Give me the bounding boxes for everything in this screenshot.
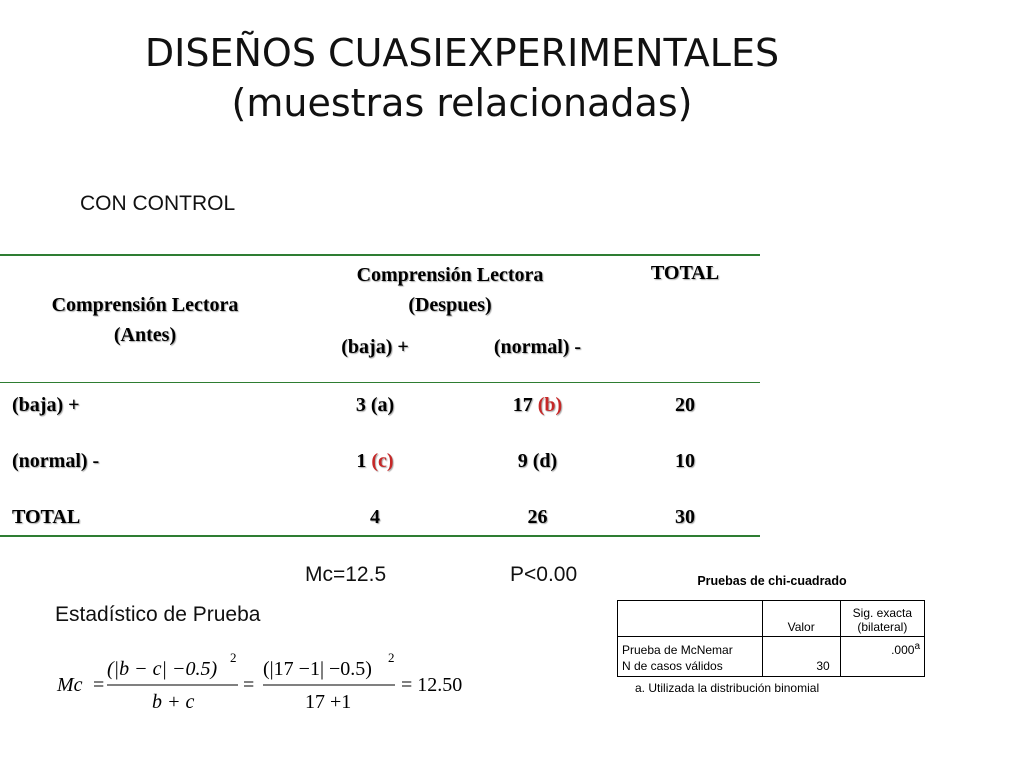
- spss-sig-footnote-mark: a: [914, 641, 920, 652]
- formula-lhs: Mc: [57, 674, 83, 696]
- cell-grand-total: 30: [675, 506, 695, 528]
- spss-footnote: [617, 681, 927, 695]
- formula-numerator-1: (|b − c| −0.5): [107, 658, 218, 680]
- spss-table-title: Pruebas de chi-cuadrado: [697, 574, 847, 588]
- header-antes: Comprensión Lectora (Antes): [51, 294, 239, 346]
- spss-header-sig: [840, 601, 924, 637]
- cell-d: 9 (d): [517, 450, 558, 472]
- table-rule-bottom: [0, 535, 760, 537]
- cell-total-col2: 26: [527, 506, 548, 528]
- title-line-2: (muestras relacionadas): [231, 81, 693, 125]
- spss-header-sig-line2: (bilateral): [857, 620, 908, 634]
- formula-numerator-2: (|17 −1| −0.5): [263, 658, 372, 680]
- spss-header-blank: [618, 601, 763, 637]
- row-label: (baja) +: [12, 394, 80, 416]
- subheader-baja: (baja) +: [341, 336, 409, 358]
- title-line-1: DISEÑOS CUASIEXPERIMENTALES: [144, 31, 780, 75]
- header-despues: [300, 260, 600, 320]
- spss-footnote-letter: a.: [635, 681, 646, 695]
- spss-header-valor: Valor: [762, 601, 840, 637]
- spss-data-rows: [618, 637, 925, 677]
- test-statistic-label: Estadístico de Prueba: [55, 603, 261, 626]
- section-label: CON CONTROL: [80, 192, 236, 215]
- cell-total-col1: 4: [370, 506, 380, 528]
- row-label: (normal) -: [12, 450, 100, 472]
- cell-c: [300, 450, 450, 473]
- spss-row-labels: [618, 637, 763, 677]
- slide-title: [0, 28, 924, 128]
- mcnemar-value: Mc=12.5: [305, 563, 387, 586]
- cell-total: 20: [675, 394, 695, 416]
- cell-c-value: 1: [356, 450, 367, 472]
- spss-row-mcnemar: Prueba de McNemar: [622, 643, 733, 657]
- formula-eq-1: =: [93, 674, 105, 696]
- formula-exponent-1: 2: [230, 650, 237, 665]
- formula-result: = 12.50: [401, 674, 463, 696]
- header-despues-line1: Comprensión Lectora: [356, 264, 544, 286]
- chi-square-output: [617, 574, 927, 695]
- spss-sig-mcnemar: [845, 639, 920, 658]
- formula-eq-2: =: [243, 674, 255, 696]
- table-rule-mid: [0, 382, 760, 383]
- cell-c-tag: (c): [371, 450, 394, 472]
- mcnemar-formula: [55, 650, 485, 720]
- formula-denominator-1: b + c: [152, 691, 195, 713]
- spss-valor-cells: [762, 637, 840, 677]
- cell-b: [460, 394, 615, 417]
- subheader-normal: (normal) -: [493, 336, 582, 358]
- spss-header-row: [618, 601, 925, 637]
- cell-a: 3 (a): [355, 394, 395, 416]
- header-despues-line2: (Despues): [408, 294, 492, 316]
- row-label: TOTAL: [12, 506, 81, 528]
- spss-table: [617, 600, 925, 677]
- spss-header-sig-line1: Sig. exacta: [852, 606, 913, 620]
- cell-b-tag: (b): [537, 394, 563, 416]
- cell-b-value: 17: [512, 394, 533, 416]
- spss-row-n: N de casos válidos: [622, 659, 723, 673]
- table-rule-top: [0, 254, 760, 256]
- spss-sig-cells: [840, 637, 924, 677]
- spss-valor-n: 30: [816, 659, 830, 673]
- formula-exponent-2: 2: [388, 650, 395, 665]
- formula-denominator-2: 17 +1: [305, 691, 352, 713]
- cell-total: 10: [675, 450, 695, 472]
- spss-footnote-text: Utilizada la distribución binomial: [648, 681, 820, 695]
- p-value: P<0.00: [510, 563, 578, 586]
- header-total: TOTAL: [650, 262, 720, 284]
- spss-sig-value: .000: [891, 643, 915, 657]
